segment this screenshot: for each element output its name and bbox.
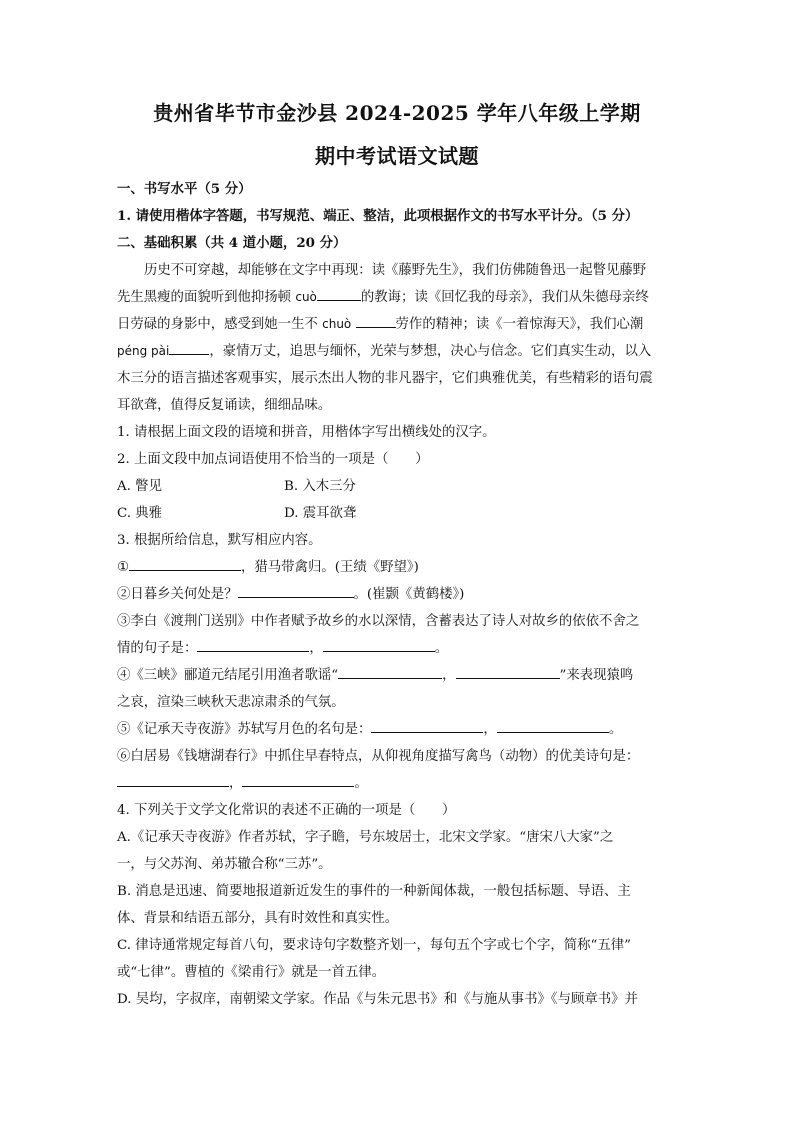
option-c[interactable]: C. 律诗通常规定每首八句，要求诗句字数整齐划一，每句五个字或七个字，简称“五律” [117, 938, 632, 953]
exam-title-line1: 贵州省毕节市金沙县 2024-2025 学年八年级上学期 [153, 101, 641, 125]
option-d[interactable]: D. 吴均，字叔庠，南朝梁文学家。作品《与朱元思书》和《与施从事书》《与顾章书》并 [117, 992, 638, 1007]
answer-blank[interactable] [356, 313, 396, 328]
answer-blank[interactable] [242, 772, 354, 787]
answer-blank[interactable] [169, 340, 209, 355]
option-a-cont: 一，与父苏洵、弟苏辙合称“三苏”。 [117, 857, 332, 872]
option-b[interactable]: B. 入木三分 [284, 479, 356, 494]
question-2-options-row2 [117, 500, 677, 527]
option-b-cont: 体、背景和结语五部分，具有时效性和真实性。 [117, 911, 399, 926]
section2-heading: 二、基础积累（共 4 道小题，20 分） [117, 235, 347, 251]
answer-blank[interactable] [117, 772, 229, 787]
answer-blank[interactable] [238, 583, 354, 598]
q3-item-1: ① ，猎马带禽归。(王绩《野望》) [117, 554, 677, 581]
q3-item-4-cont: 之哀，渲染三峡秋天悲凉肃杀的气氛。 [117, 695, 345, 710]
q3-item-3: ③李白《渡荆门送别》中作者赋予故乡的水以深情，含蓄表达了诗人对故乡的依依不舍之 [117, 614, 640, 629]
pinyin-cuo: cuò [295, 290, 317, 304]
passage-line: 历史不可穿越，却能够在文字中再现：读《藤野先生》，我们仿佛随鲁迅一起瞥见藤野 [144, 263, 647, 278]
answer-blank[interactable] [129, 556, 241, 571]
question-1: 1. 请根据上面文段的语境和拼音，用楷体字写出横线处的汉字。 [117, 425, 496, 440]
q3-item-3-cont: 情的句子是： ， 。 [117, 635, 677, 662]
answer-blank[interactable] [497, 718, 609, 733]
q3-item-4: ④《三峡》郦道元结尾引用渔者歌谣“ ， ”来表现猿鸣 [117, 662, 677, 689]
exam-content [117, 176, 677, 1013]
section1-heading: 一、书写水平（5 分） [117, 181, 252, 197]
answer-blank[interactable] [338, 664, 442, 679]
answer-blank[interactable] [317, 286, 361, 301]
q3-item-6-cont: ， 。 [117, 770, 677, 797]
pinyin-pengpai: péng pài [117, 344, 170, 358]
option-d[interactable]: D. 震耳欲聋 [284, 506, 357, 521]
passage-line: 日劳碌的身影中，感受到她一生不 chuò 劳作的精神；读《一着惊海天》，我们心潮 [117, 311, 677, 338]
option-a[interactable]: A. 瞥见 [117, 479, 162, 494]
passage-line: 耳欲聋，值得反复诵读，细细品味。 [117, 398, 332, 413]
passage-line: péng pài ，豪情万丈，追思与缅怀，光荣与梦想，决心与信念。它们真实生动，以入 [117, 338, 677, 365]
pinyin-chuo: chuò [322, 317, 352, 331]
option-a[interactable]: A.《记承天寺夜游》作者苏轼，字子瞻，号东坡居士，北宋文学家。“唐宋八大家”之 [117, 830, 614, 845]
q3-item-2: ②日暮乡关何处是？ 。(崔颢《黄鹤楼》) [117, 581, 677, 608]
answer-blank[interactable] [371, 718, 483, 733]
question-4: 4. 下列关于文学文化常识的表述不正确的一项是（ ） [117, 803, 456, 818]
option-c-cont: 或“七律”。曹植的《梁甫行》就是一首五律。 [117, 965, 386, 980]
passage-line: 先生黑瘦的面貌听到他抑扬顿 cuò 的教诲；读《回忆我的母亲》，我们从朱德母亲终 [117, 284, 677, 311]
answer-blank[interactable] [456, 664, 560, 679]
passage [117, 257, 677, 419]
question-2-options-row1 [117, 473, 677, 500]
option-c[interactable]: C. 典雅 [117, 506, 163, 521]
q3-item-6: ⑥白居易《钱塘湖春行》中抓住早春特点，从仰视角度描写禽鸟（动物）的优美诗句是： [117, 749, 640, 764]
exam-title-line2: 期中考试语文试题 [315, 144, 479, 168]
answer-blank[interactable] [323, 637, 435, 652]
section1-question1: 1. 请使用楷体字答题，书写规范、端正、整洁，此项根据作文的书写水平计分。（5 分） [117, 208, 639, 224]
question-2: 2. 上面文段中加点词语使用不恰当的一项是（ ） [117, 452, 429, 467]
answer-blank[interactable] [197, 637, 309, 652]
option-b[interactable]: B. 消息是迅速、简要地报道新近发生的事件的一种新闻体裁，一般包括标题、导语、主 [117, 884, 631, 899]
q3-item-5: ⑤《记承天寺夜游》苏轼写月色的名句是： ， 。 [117, 716, 677, 743]
passage-line: 木三分的语言描述客观事实，展示杰出人物的非凡器宇，它们典雅优美，有些精彩的语句震 [117, 371, 653, 386]
question-3: 3. 根据所给信息，默写相应内容。 [117, 533, 322, 548]
